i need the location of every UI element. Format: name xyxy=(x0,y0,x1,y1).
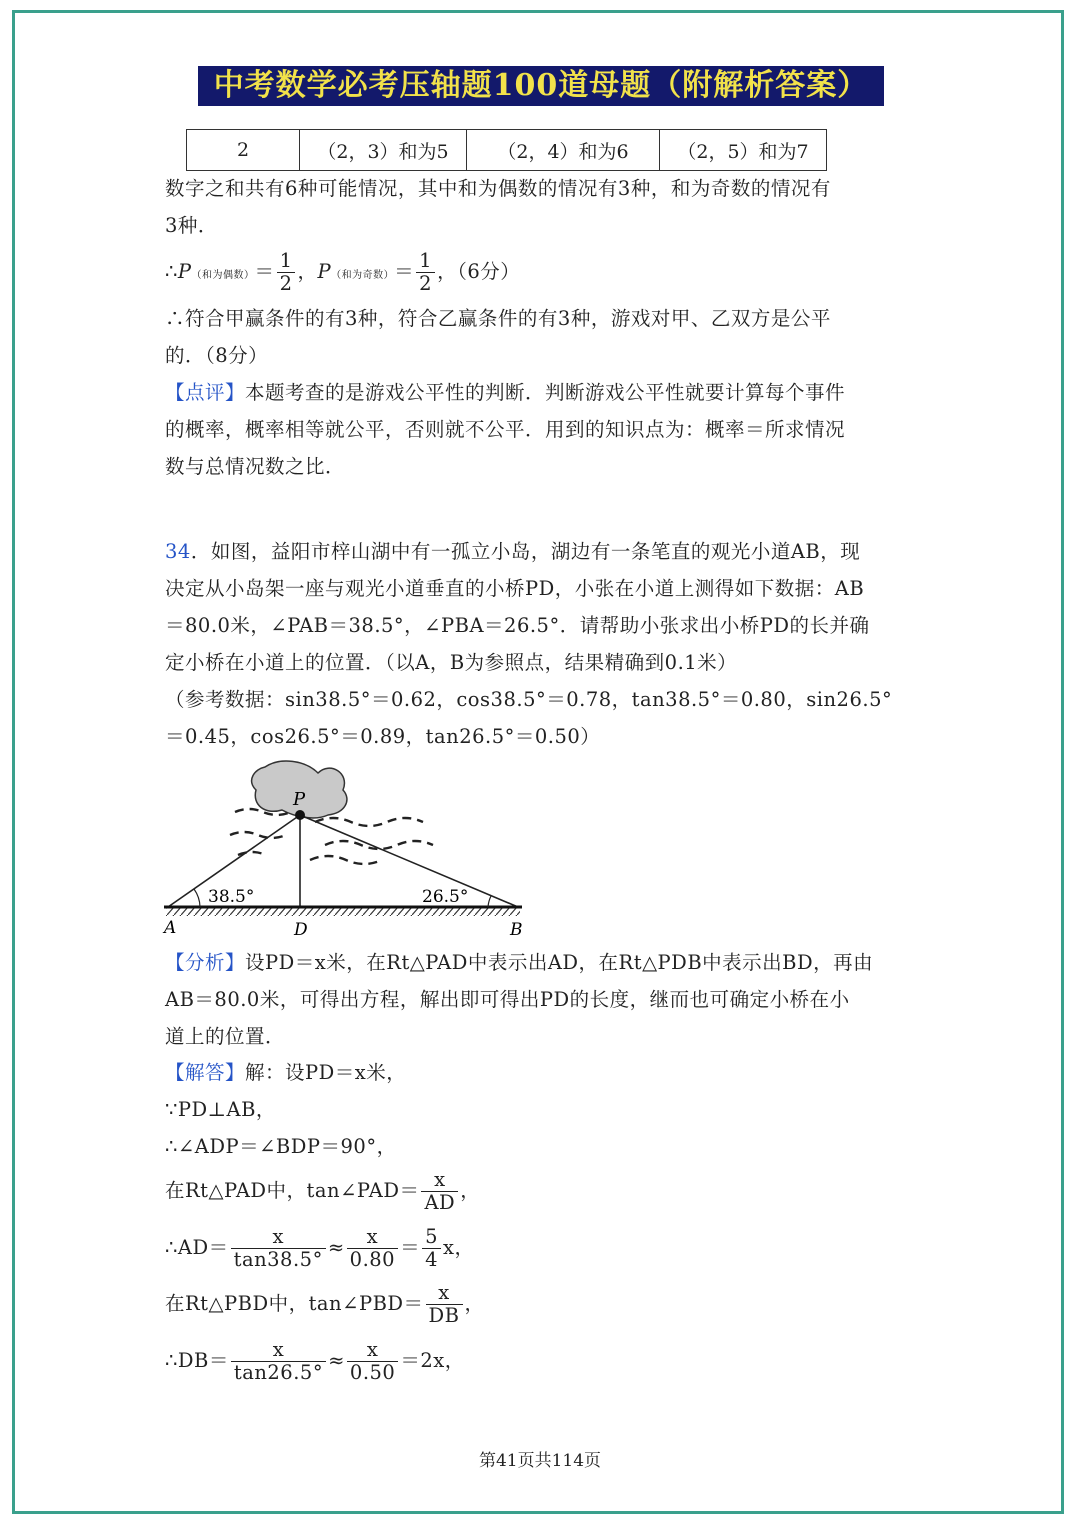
probability-line: ∴P（和为偶数）＝ $\frac{1}{2}$ ，P（和为奇数）＝ $\frac{1}{2}$ ，（6分） xyxy=(165,249,521,295)
fraction: $\frac{x}{\tan 38.5^\circ}$ xyxy=(231,1226,326,1271)
water-waves xyxy=(230,809,433,864)
label-b: B xyxy=(510,920,523,940)
label-p: P xyxy=(293,789,306,810)
fraction: $\frac{x}{0.50}$ xyxy=(347,1339,398,1384)
angle-arc-a xyxy=(194,889,200,907)
fraction: $\frac{x}{0.80}$ xyxy=(347,1226,398,1271)
analysis-line: 道上的位置． xyxy=(165,1025,286,1048)
outcome-table xyxy=(186,129,827,171)
question-line: ＝80.0米，∠PAB＝38.5°，∠PBA＝26.5°．请帮助小张求出小桥PD的长并确 xyxy=(165,614,870,637)
table-cell: （2，3）和为5 xyxy=(300,130,467,171)
angle-label-a: 38.5° xyxy=(208,887,255,907)
fraction: $\frac{x}{DB}$ xyxy=(426,1282,463,1327)
analysis-line: AB＝80.0米，可得出方程，解出即可得出PD的长度，继而也可确定小桥在小 xyxy=(165,988,850,1011)
question-line: 定小桥在小道上的位置．（以A，B为参照点，结果精确到0.1米） xyxy=(165,651,738,674)
paragraph: 数字之和共有6种可能情况，其中和为偶数的情况有3种，和为奇数的情况有 xyxy=(165,177,831,200)
label-d: D xyxy=(294,920,308,940)
fraction: $\frac{5}{4}$ xyxy=(422,1226,441,1271)
fraction: $\frac{x}{AD}$ xyxy=(421,1169,458,1214)
solution-line: 【解答】解：设PD＝x米， xyxy=(165,1061,407,1084)
comment-line: 的概率，概率相等就公平，否则就不公平．用到的知识点为：概率＝所求情况 xyxy=(165,418,846,441)
label-a: A xyxy=(164,918,177,938)
table-cell: （2，4）和为6 xyxy=(467,130,660,171)
analysis-line: 【分析】设PD＝x米，在Rt△PAD中表示出AD，在Rt△PDB中表示出BD，再由 xyxy=(165,951,874,974)
subscript: （和为奇数） xyxy=(331,270,395,281)
angle-label-b: 26.5° xyxy=(422,887,469,907)
solution-line: ∵PD⊥AB， xyxy=(165,1098,276,1121)
solution-tan-pad: 在Rt△PAD中，tan∠PAD＝ $\frac{x}{AD}$ ， xyxy=(165,1168,481,1214)
question-line: 34．如图，益阳市梓山湖中有一孤立小岛，湖边有一条笔直的观光小道AB，现 xyxy=(165,540,861,563)
subscript: （和为偶数） xyxy=(191,270,255,281)
table-cell: （2，5）和为7 xyxy=(660,130,827,171)
angle-arc-b xyxy=(488,896,491,907)
page-title: 中考数学必考压轴题100道母题（附解析答案） xyxy=(198,66,884,106)
point-p xyxy=(295,810,305,820)
fraction: $\frac{x}{\tan 26.5^\circ}$ xyxy=(231,1339,326,1384)
island-bridge-figure xyxy=(160,755,530,940)
analysis-tag: 【分析】 xyxy=(165,951,246,974)
question-number: 34 xyxy=(165,540,191,563)
solution-tan-pbd: 在Rt△PBD中，tan∠PBD＝ $\frac{x}{DB}$ ， xyxy=(165,1281,485,1327)
question-line: （参考数据：sin38.5°＝0.62，cos38.5°＝0.78，tan38.5°＝0.80，sin26.5° xyxy=(165,688,893,711)
solution-tag: 【解答】 xyxy=(165,1061,246,1084)
comment-tag: 【点评】 xyxy=(165,381,246,404)
table-row xyxy=(187,130,827,171)
segment-pb xyxy=(300,815,518,907)
comment-line: 数与总情况数之比． xyxy=(165,455,346,478)
paragraph: 3种． xyxy=(165,214,218,237)
solution-ad: ∴AD＝ $\frac{x}{\tan 38.5^\circ}$ ≈ $\frac{x}{0.80}$ ＝ $\frac{5}{4}$ x， xyxy=(165,1225,475,1271)
page-footer: 第41页共114页 xyxy=(478,1451,602,1471)
table-cell: 2 xyxy=(187,130,300,171)
comment-line: 【点评】本题考查的是游戏公平性的判断．判断游戏公平性就要计算每个事件 xyxy=(165,381,846,404)
fraction: $\frac{1}{2}$ xyxy=(416,250,435,295)
question-line: 决定从小岛架一座与观光小道垂直的小桥PD，小张在小道上测得如下数据：AB xyxy=(165,577,865,600)
paragraph: 的．（8分） xyxy=(165,344,269,367)
solution-line: ∴∠ADP＝∠BDP＝90°， xyxy=(165,1135,397,1158)
solution-db: ∴DB＝ $\frac{x}{\tan 26.5^\circ}$ ≈ $\frac{x}{0.50}$ ＝2x， xyxy=(165,1338,465,1384)
fraction: $\frac{1}{2}$ xyxy=(277,250,296,295)
question-line: ＝0.45，cos26.5°＝0.89，tan26.5°＝0.50） xyxy=(165,725,601,748)
paragraph: ∴符合甲赢条件的有3种，符合乙赢条件的有3种，游戏对甲、乙双方是公平 xyxy=(165,307,831,330)
